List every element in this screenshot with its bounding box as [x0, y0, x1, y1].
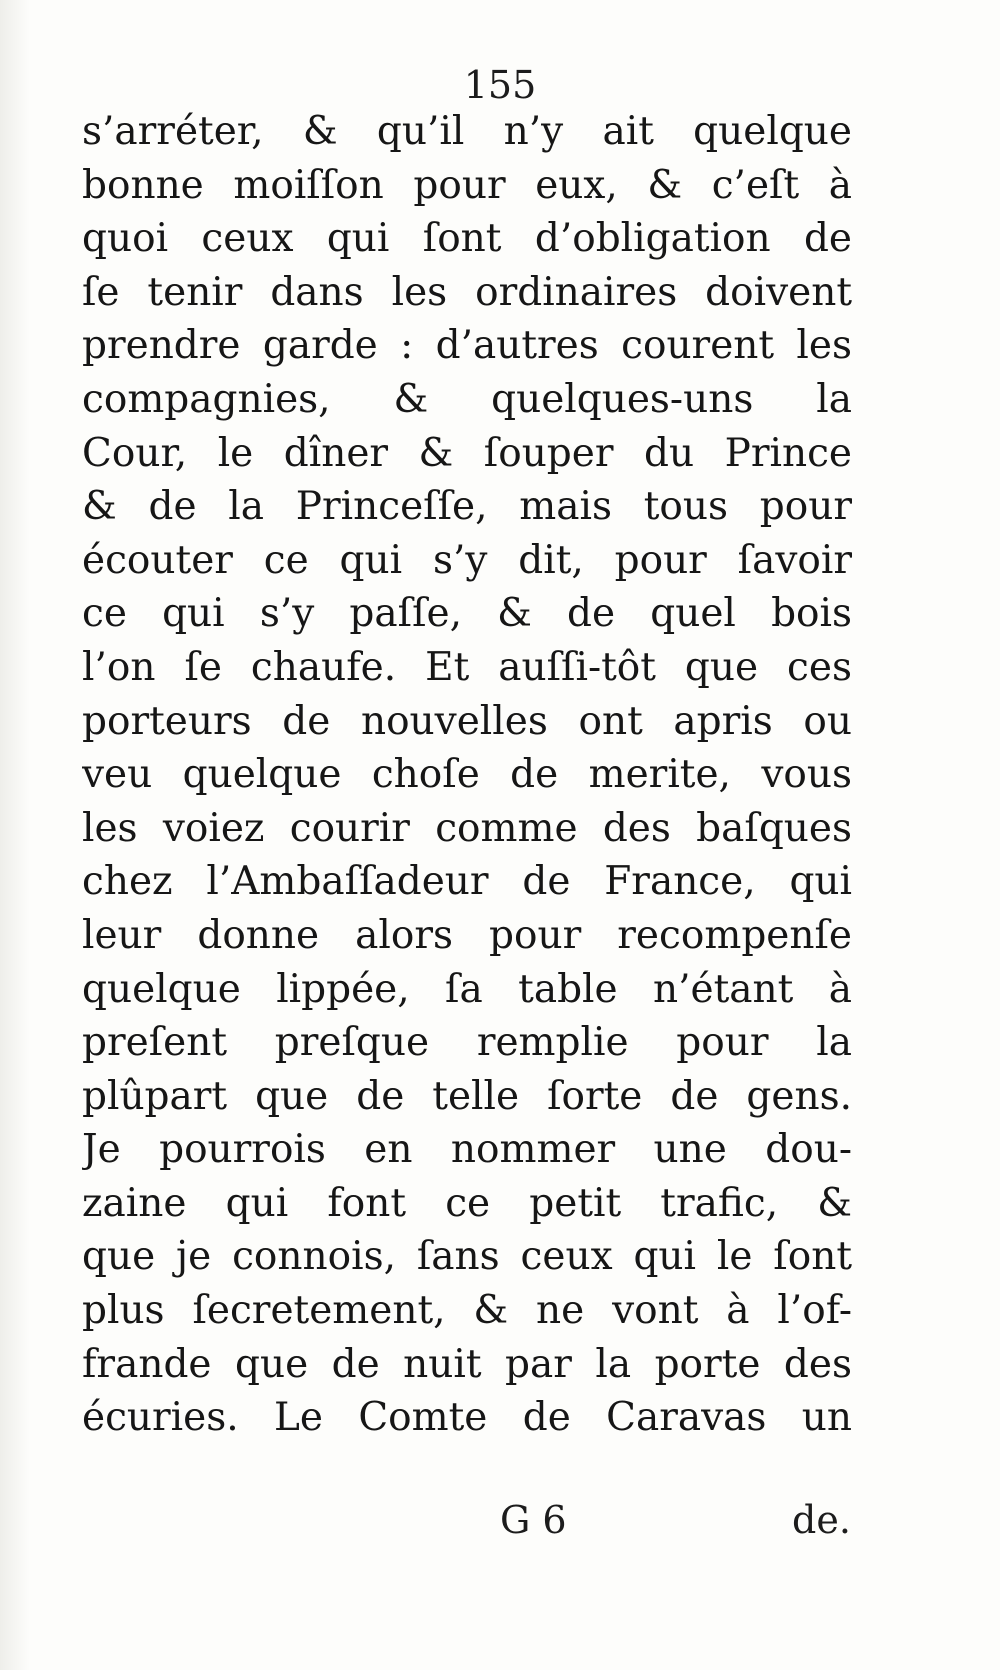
- text-line: quelque lippée, ſa table n’étant à: [82, 966, 852, 1012]
- text-line: s’arréter, & qu’il n’y ait quelque: [82, 109, 852, 154]
- catchword: de.: [792, 1498, 851, 1542]
- text-line: écuries. Le Comte de Caravas un: [82, 1395, 852, 1441]
- text-line: veu quelque choſe de merite, vous: [82, 752, 852, 798]
- body-text: [82, 105, 852, 1445]
- text-line: leur donne alors pour recompenſe: [82, 912, 852, 958]
- text-line: preſent preſque remplie pour la: [82, 1020, 852, 1066]
- text-line: compagnies, & quelques-uns la: [82, 376, 852, 422]
- text-line: ſe tenir dans les ordinaires doivent: [82, 269, 852, 315]
- text-line: plûpart que de telle ſorte de gens.: [82, 1073, 852, 1119]
- text-line: que je connois, ſans ceux qui le ſont: [82, 1234, 852, 1280]
- page-edge-shadow: [0, 0, 30, 1670]
- text-line: Je pourrois en nommer une dou-: [82, 1127, 852, 1173]
- text-line: & de la Princeſſe, mais tous pour: [82, 484, 852, 530]
- text-line: prendre garde : d’autres courent les: [82, 323, 852, 369]
- text-line: bonne moiſſon pour eux, & c’eſt à: [82, 162, 852, 208]
- text-line: les voiez courir comme des baſques: [82, 805, 852, 851]
- text-line: frande que de nuit par la porte des: [82, 1341, 852, 1387]
- page-number: 155: [463, 63, 537, 107]
- text-line: écouter ce qui s’y dit, pour ſavoir: [82, 537, 852, 583]
- text-line: l’on ſe chaufe. Et auſſi-tôt que ces: [82, 644, 852, 690]
- text-line: chez l’Ambaſſadeur de France, qui: [82, 859, 852, 905]
- text-line: quoi ceux qui ſont d’obligation de: [82, 216, 852, 262]
- signature-mark: G 6: [500, 1498, 567, 1542]
- text-line: Cour, le dîner & ſouper du Prince: [82, 430, 852, 476]
- text-line: zaine qui font ce petit trafic, &: [82, 1180, 852, 1226]
- text-line: ce qui s’y paſſe, & de quel bois: [82, 591, 852, 637]
- text-line: porteurs de nouvelles ont apris ou: [82, 698, 852, 744]
- text-line: plus ſecretement, & ne vont à l’of-: [82, 1288, 852, 1334]
